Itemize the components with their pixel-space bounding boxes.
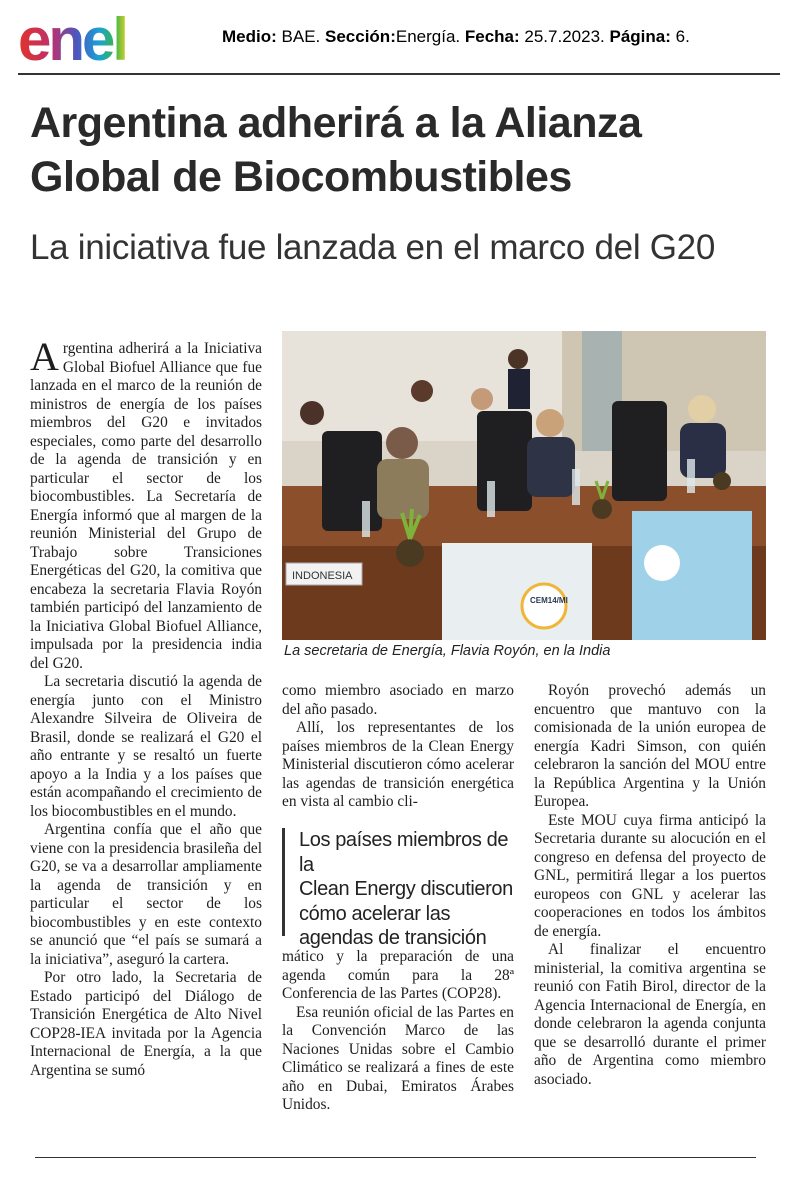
name-plate-indonesia: INDONESIA [292, 570, 353, 582]
headline-line-2: Global de Biocombustibles [30, 153, 572, 201]
drop-cap: A [30, 334, 59, 379]
article-photo [282, 331, 766, 640]
paragraph: Esa reunión oficial de las Partes en la Convención Marco de las Naciones Unidas sobre el Cambio Climático se realizará a fines de este año en Dubai, Emiratos Árabes Unidos. [282, 1003, 514, 1113]
paragraph: Por otro lado, la Secretaria de Estado participó del Diálogo de Transición Energética de Alto Nivel COP28-IEA invitada por la Agencia Internacional de Energía, a la que Argentina se sumó [30, 969, 262, 1079]
paragraph: Este MOU cuya firma anticipó la Secretaria durante su alocución en el congreso en defensa del proyecto de GNL, permitirá llegar a los puertos europeos con GNL y acelerar las cooperaciones en todos los ámbitos de energía. [534, 811, 766, 940]
fecha-label: Fecha: [464, 27, 520, 46]
enel-logo [18, 10, 188, 68]
paragraph: Argentina confía que el año que viene con la presidencia brasileña del G20, se va a desarrollar ampliamente la agenda de transición y en particular el sector de los biocombustibles y en este contexto se anunció que “el país se sumará a la iniciativa”, aseguró la cartera. [30, 821, 262, 968]
pagina-value: 6. [675, 27, 690, 46]
paragraph: como miembro asociado en marzo del año pasado. [282, 682, 514, 718]
pull-quote [282, 828, 518, 949]
paragraph: Al finalizar el encuentro ministerial, la comitiva argentina se reunió con Fatih Birol, director de la Agencia Internacional de Energía, en donde celebraron la agenda conjunta que se desarrolló durante el primer año de Argentina como miembro asociado. [534, 941, 766, 1088]
paragraph: Allí, los representantes de los países miembros de la Clean Energy Ministerial discutieron cómo acelerar las agendas de transición energética en vista al cambio cli- [282, 719, 514, 810]
photo-caption: La secretaria de Energía, Flavia Royón, en la India [284, 643, 611, 659]
paragraph: Argentina adherirá a la Iniciativa Global Biofuel Alliance que fue lanzada en el marco de la reunión de ministros de energía de los países miembros del G20 e invitados especiales, como parte del desarrollo de la agenda de transición y en particular el sector de los biocombustibles. La Secretaría de Energía informó que al margen de la reunión Ministerial del Grupo de Trabajo sobre Transiciones Energéticas del G20, la comitiva que encabeza la secretaria Flavia Royón también participó del lanzamiento de la Iniciativa Global Biofuel Alliance, impulsada por la presidencia india del G20. [30, 334, 262, 672]
pull-quote-line: agendas de transición [299, 927, 487, 949]
pagina-label: Página: [609, 27, 671, 46]
headline [30, 96, 780, 204]
medio-value: BAE. [281, 27, 321, 46]
header-divider [18, 73, 780, 75]
medio-label: Medio: [222, 27, 277, 46]
pull-quote-line: Los países miembros de la [299, 829, 509, 876]
paragraph: Royón provechó además un encuentro que mantuvo con la comisionada de la unión europea de energía Kadri Simson, con quién celebraron la sanción del MOU entre la República Argentina y la Unión Europea. [534, 682, 766, 810]
article-column-1 [30, 334, 262, 1080]
paragraph: mático y la preparación de una agenda común para la 28ª Conferencia de las Partes (COP28). [282, 948, 514, 1002]
fecha-value: 25.7.2023. [524, 27, 605, 46]
paragraph: La secretaria discutió la agenda de energía junto con el Ministro Alexandre Silveira de Oliveira de Brasil, donde se realizará el G20 el año entrante y se resaltó un fuerte apoyo a la India y a los países que están acompañando el crecimiento de los biocombustibles en el mundo. [30, 673, 262, 820]
article-column-2-top [282, 682, 514, 812]
article-column-3 [534, 682, 766, 1089]
banner-text: CEM14/MI [530, 596, 568, 605]
seccion-value: Energía. [395, 27, 461, 46]
footer-divider [35, 1157, 756, 1158]
seccion-label: Sección: [325, 27, 396, 46]
press-metadata [222, 27, 690, 47]
subheadline: La iniciativa fue lanzada en el marco del G20 [30, 228, 715, 267]
logo-text: enel [18, 10, 127, 68]
headline-line-1: Argentina adherirá a la Alianza [30, 99, 642, 147]
article-column-2-bottom [282, 948, 514, 1115]
pull-quote-line: Clean Energy discutieron [299, 878, 513, 900]
pull-quote-line: cómo acelerar las [299, 902, 451, 925]
